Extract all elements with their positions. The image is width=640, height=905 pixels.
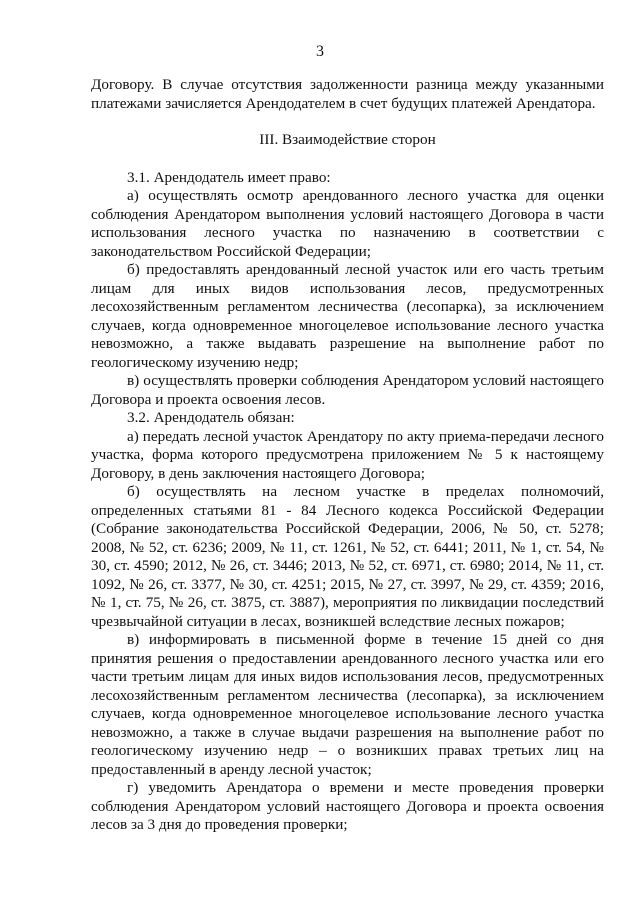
- intro-paragraph: Договору. В случае отсутствия задолженности разница между указанными платежами зачисляется Арендодателем в счет будущих платежей Арендатора.: [91, 76, 604, 112]
- clause-3-1-item-v: в) осуществлять проверки соблюдения Арендатором условий настоящего Договора и проекта освоения лесов.: [91, 372, 604, 408]
- clause-3-1-item-b: б) предоставлять арендованный лесной участок или его часть третьим лицам для иных видов использования лесов, предусмотренных лесохозяйственным регламентом лесничества (лесопарка), за исключением случаев, когда одновременное многоцелевое использование лесного участка невозможно, а также выдавать разрешение на выполнение работ по геологическому изучению недр;: [91, 261, 604, 371]
- page-number: 3: [316, 43, 324, 60]
- clause-3-1-heading: 3.1. Арендодатель имеет право:: [127, 168, 331, 186]
- clause-3-2-item-g: г) уведомить Арендатора о времени и месте проведения проверки соблюдения Арендатором условий настоящего Договора и проекта освоения лесов за 3 дня до проведения проверки;: [91, 779, 604, 833]
- clause-3-2-item-b: б) осуществлять на лесном участке в пределах полномочий, определенных статьями 81 - 84 Лесного кодекса Российской Федерации (Собрание законодательства Российской Федерации, 2006, № 50, ст. 5278; 2008, № 52, ст. 6236; 2009, № 11, ст. 1261, № 52, ст. 6441; 2011, № 1, ст. 54, № 30, ст. 4590; 2012, № 26, ст. 3446; 2013, № 52, ст. 6971, ст. 6980; 2014, № 11, ст. 1092, № 26, ст. 3377, № 30, ст. 4251; 2015, № 27, ст. 3997, № 29, ст. 4359; 2016, № 1, ст. 75, № 26, ст. 3875, ст. 3887), мероприятия по ликвидации последствий чрезвычайной ситуации в лесах, возникшей вследствие лесных пожаров;: [91, 483, 604, 630]
- clause-3-2-heading: 3.2. Арендодатель обязан:: [127, 409, 295, 426]
- clause-3-2-item-a: а) передать лесной участок Арендатору по акту приема-передачи лесного участка, форма которого предусмотрена приложением № 5 к настоящему Договору, в день заключения настоящего Договора;: [91, 427, 604, 482]
- clause-3-1-item-a: а) осуществлять осмотр арендованного лесного участка для оценки соблюдения Арендатором выполнения условий настоящего Договора в части использования лесного участка по назначению в соответствии с законодательством Российской Федерации;: [91, 187, 604, 260]
- clause-3-2-item-v: в) информировать в письменной форме в течение 15 дней со дня принятия решения о предоставлении арендованного лесного участка или его части третьим лицам для иных видов использования лесов, предусмотренных лесохозяйственным регламентом лесничества (лесопарка), за исключением случаев, когда одновременное многоцелевое использование лесного участка невозможно, а также в случае выдачи разрешения на выполнение работ по геологическому изучению недр – о возникших правах третьих лиц на предоставленный в аренду лесной участок;: [91, 631, 604, 778]
- document-body: [91, 76, 604, 835]
- section-title: III. Взаимодействие сторон: [259, 131, 436, 148]
